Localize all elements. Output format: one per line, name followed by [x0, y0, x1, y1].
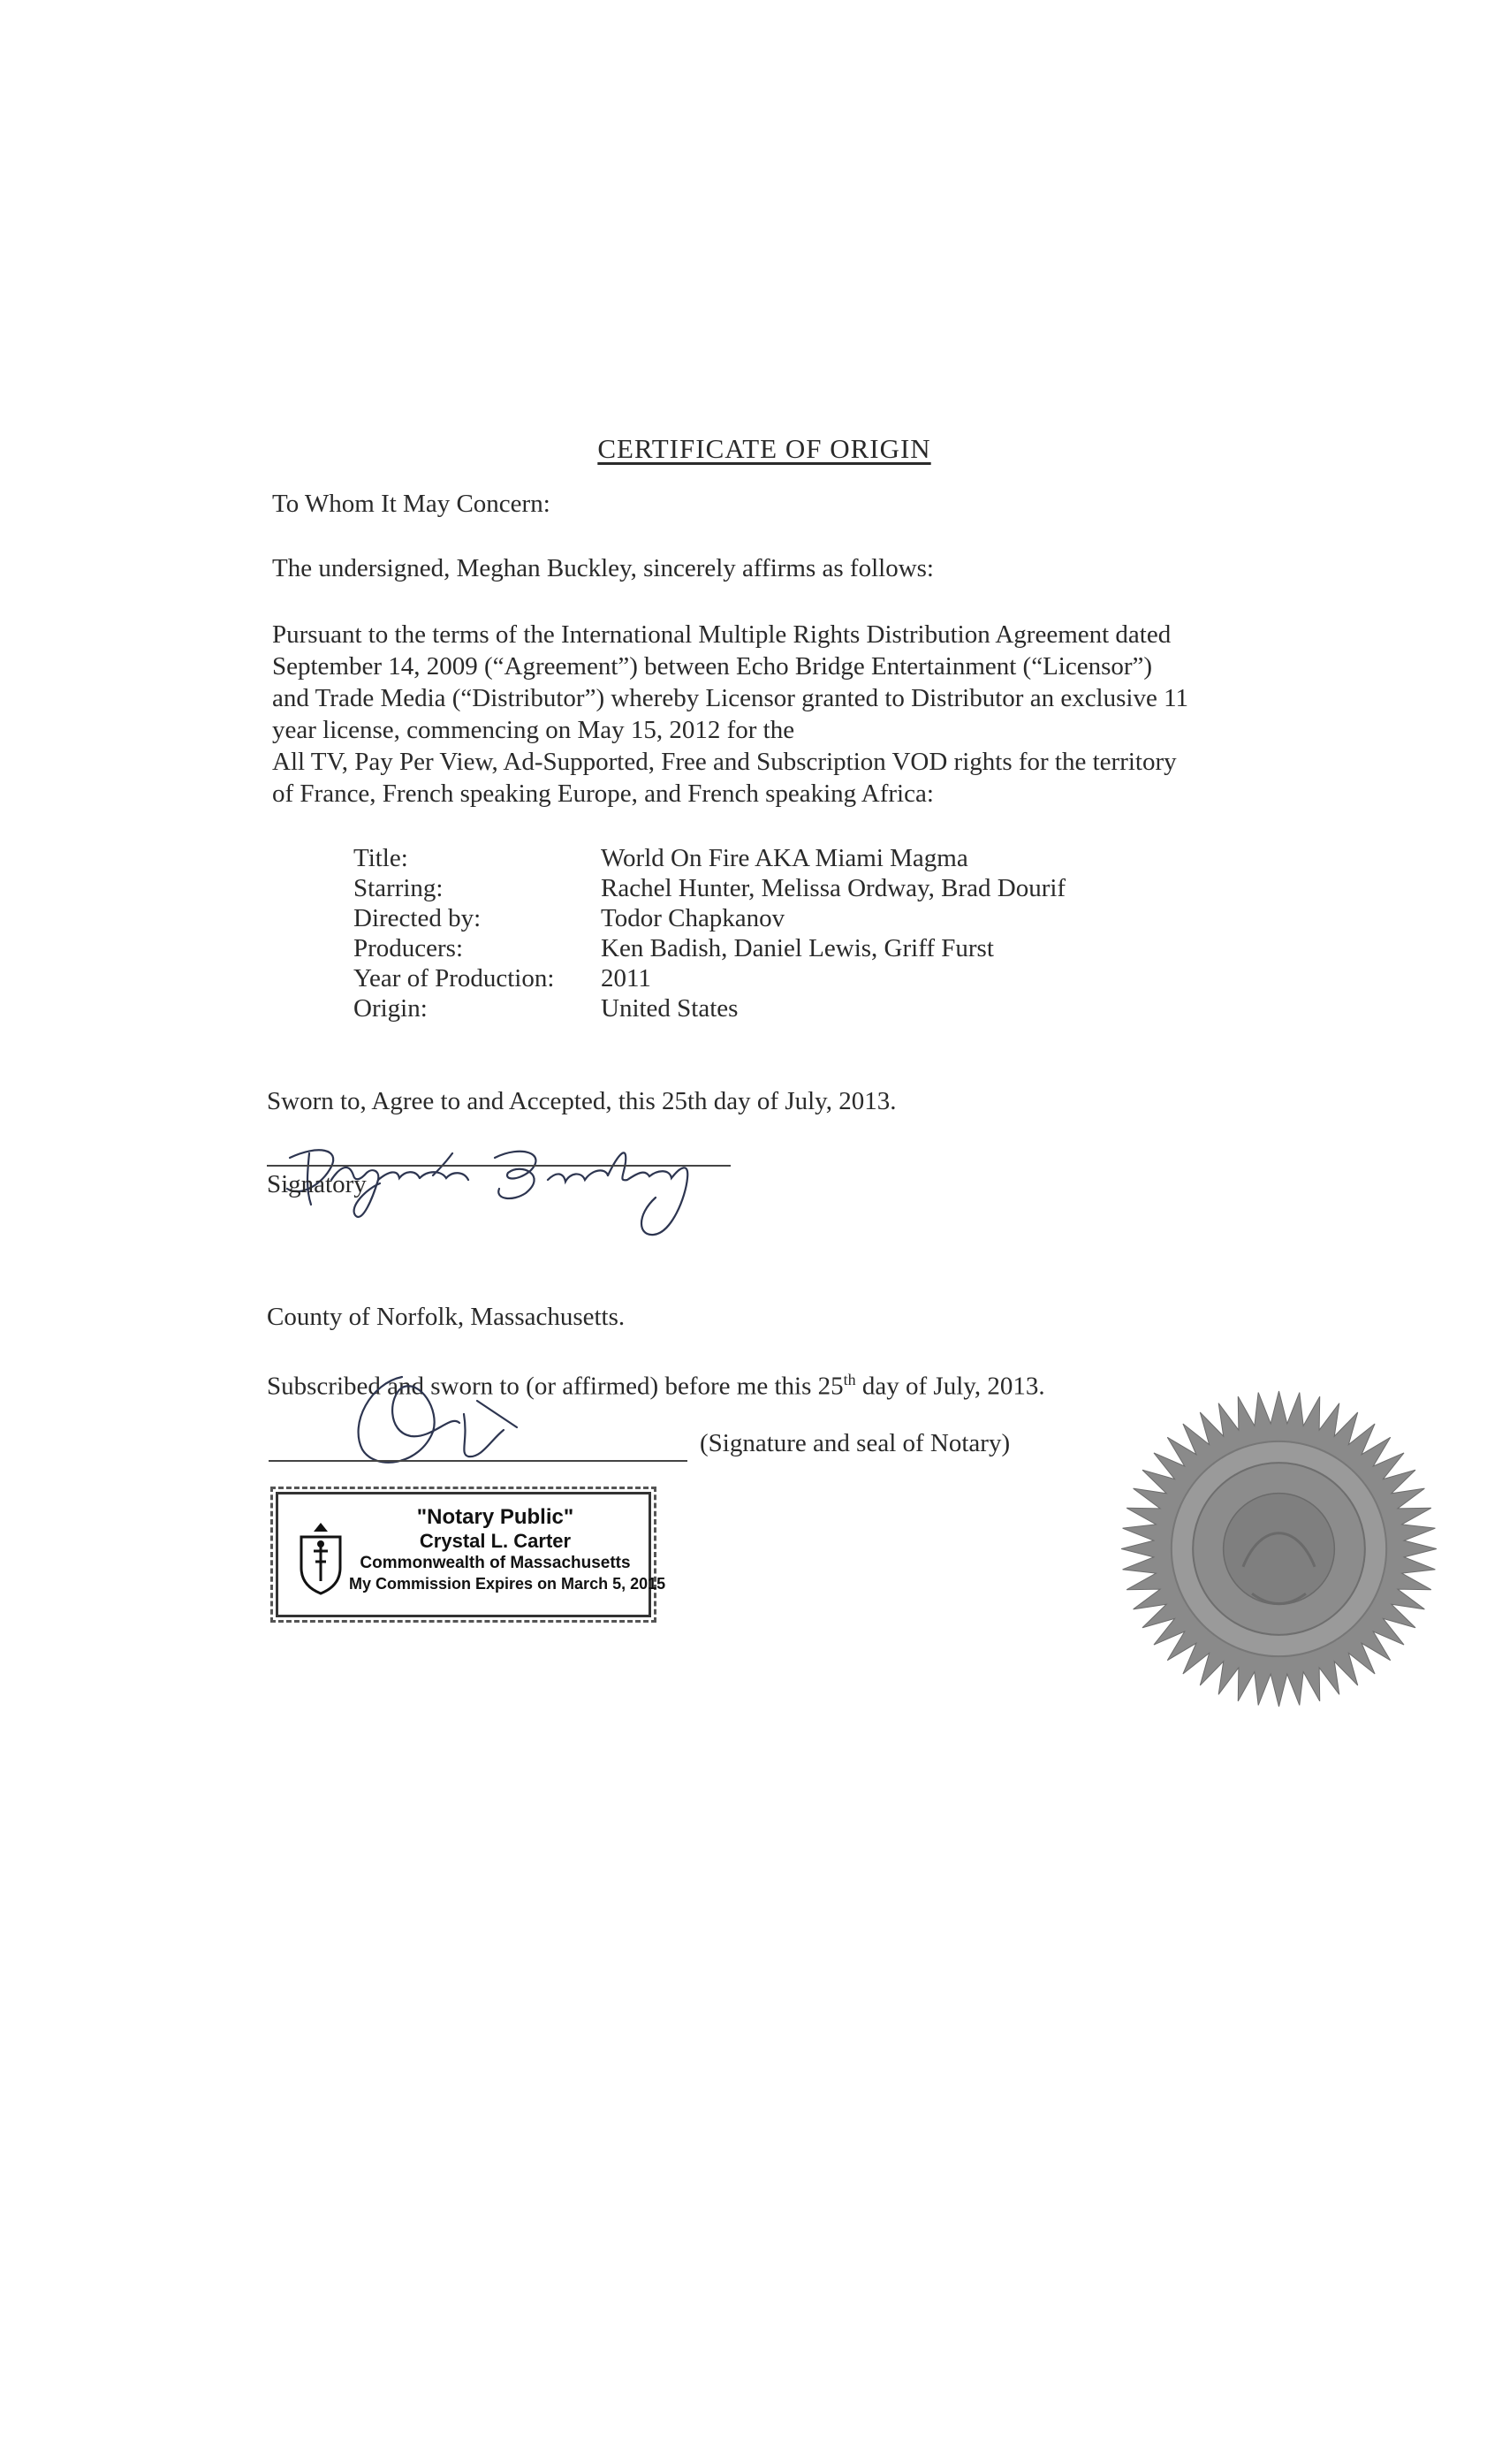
agreement-paragraph: [272, 619, 1188, 810]
detail-label: Year of Production:: [353, 964, 555, 992]
subscribed-date: day of July, 2013.: [855, 1372, 1045, 1401]
paragraph-line: year license, commencing on May 15, 2012 for the: [272, 716, 795, 744]
affirmation: The undersigned, Meghan Buckley, sincerely affirms as follows:: [272, 554, 934, 582]
detail-row: [353, 903, 1066, 933]
ordinal-suffix: th: [843, 1371, 856, 1388]
detail-value: Todor Chapkanov: [601, 904, 785, 932]
document-title: CERTIFICATE OF ORIGIN: [597, 433, 931, 464]
detail-row: [353, 843, 1066, 873]
signatory-label: Signatory: [267, 1170, 367, 1198]
stamp-jurisdiction: Commonwealth of Massachusetts: [360, 1554, 631, 1572]
paragraph-line: September 14, 2009 (“Agreement”) between Echo Bridge Entertainment (“Licensor”): [272, 652, 1153, 681]
detail-value: Ken Badish, Daniel Lewis, Griff Furst: [601, 934, 994, 962]
stamp-commission-expiry: My Commission Expires on March 5, 2015: [349, 1575, 666, 1593]
detail-row: [353, 993, 1066, 1023]
salutation: To Whom It May Concern:: [272, 490, 550, 518]
sworn-statement: Sworn to, Agree to and Accepted, this 25th day of July, 2013.: [267, 1087, 897, 1115]
detail-value: 2011: [601, 964, 651, 992]
detail-row: [353, 873, 1066, 903]
detail-label: Origin:: [353, 994, 428, 1023]
stamp-title: "Notary Public": [416, 1505, 574, 1529]
detail-label: Directed by:: [353, 904, 482, 932]
detail-value: World On Fire AKA Miami Magma: [601, 844, 968, 872]
paragraph-line: All TV, Pay Per View, Ad-Supported, Free and Subscription VOD rights for the territory: [272, 748, 1177, 776]
notary-signature-line: [269, 1460, 687, 1462]
subscribed-text: Subscribed and sworn to (or affirmed) before me this 25: [267, 1372, 844, 1401]
detail-row: [353, 963, 1066, 993]
detail-value: Rachel Hunter, Melissa Ordway, Brad Dourif: [601, 874, 1066, 902]
detail-value: United States: [601, 994, 739, 1023]
massachusetts-seal-icon: [294, 1519, 347, 1595]
paragraph-line: and Trade Media (“Distributor”) whereby Licensor granted to Distributor an exclusive 11: [272, 684, 1189, 712]
notary-stamp: [276, 1492, 666, 1617]
detail-label: Producers:: [353, 934, 464, 962]
detail-label: Starring:: [353, 874, 444, 902]
film-details: [353, 843, 1066, 1023]
signatory-line: [267, 1165, 731, 1167]
detail-row: [353, 933, 1066, 963]
notary-embossed-seal: [1118, 1388, 1440, 1710]
detail-label: Title:: [353, 844, 408, 872]
stamp-notary-name: Crystal L. Carter: [419, 1530, 572, 1552]
notary-signature: [336, 1361, 565, 1476]
county-line: County of Norfolk, Massachusetts.: [267, 1303, 626, 1331]
paragraph-line: of France, French speaking Europe, and French speaking Africa:: [272, 780, 934, 808]
paragraph-line: Pursuant to the terms of the International Multiple Rights Distribution Agreement dated: [272, 620, 1172, 649]
notary-caption: (Signature and seal of Notary): [700, 1429, 1011, 1457]
